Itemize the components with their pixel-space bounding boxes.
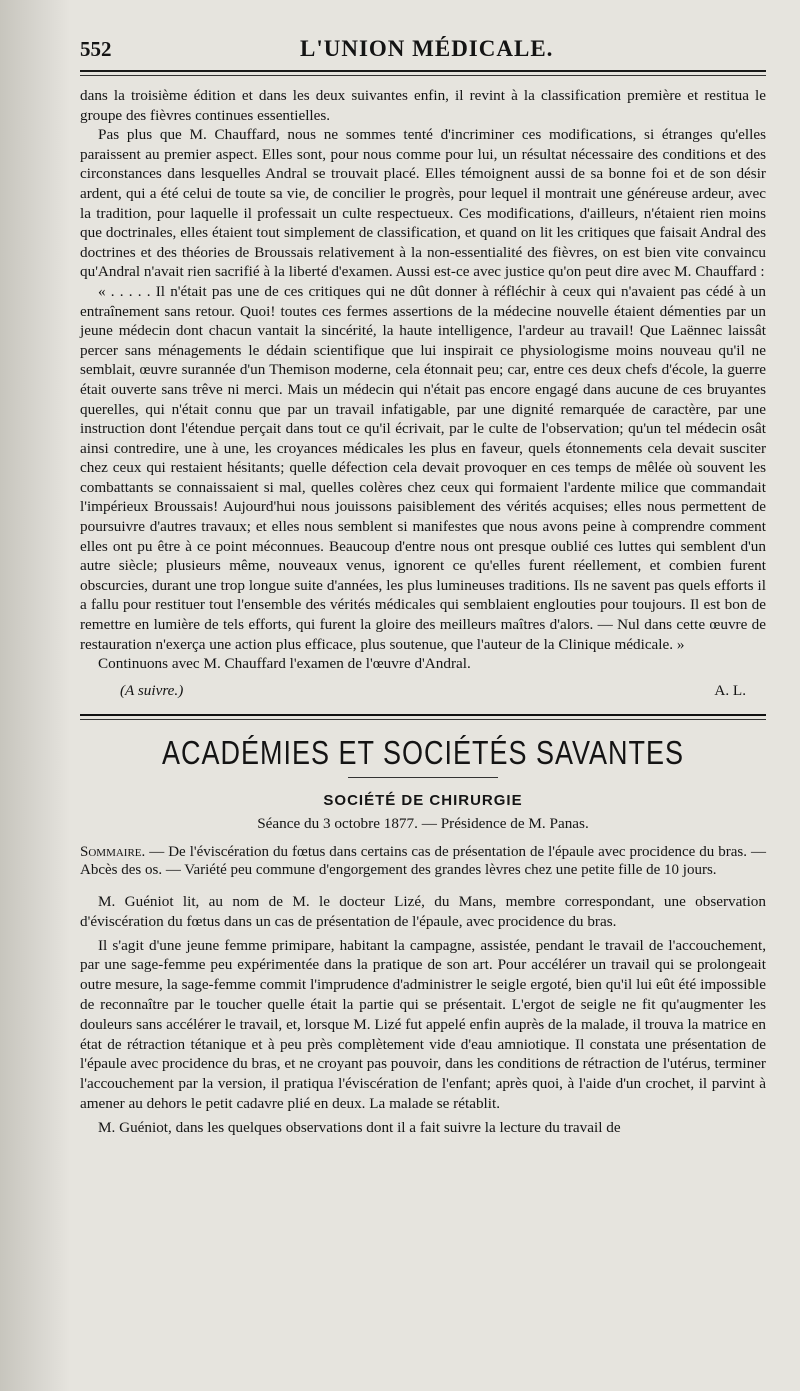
article-footer [120, 682, 746, 700]
running-header [80, 36, 766, 72]
page-edge-shadow [0, 0, 70, 1391]
report-body [80, 892, 766, 1138]
running-title: L'UNION MÉDICALE. [300, 36, 554, 61]
page-number: 552 [80, 37, 112, 61]
section-rule [80, 714, 766, 716]
session-line: Séance du 3 octobre 1877. — Présidence de M. Panas. [257, 814, 589, 832]
article-paragraph: Continuons avec M. Chauffard l'examen de l'œuvre d'Andral. [98, 655, 471, 673]
society-heading: SOCIÉTÉ DE CHIRURGIE [323, 791, 523, 809]
article-paragraph: dans la troisième édition et dans les deux suivantes enfin, il revint à la classification première et restitua le groupe des fièvres continues essentielles. [80, 87, 766, 124]
report-paragraph: M. Guéniot, dans les quelques observations dont il a fait suivre la lecture du travail de [98, 1118, 621, 1136]
section-rule-thin [80, 719, 766, 720]
report-paragraph: Il s'agit d'une jeune femme primipare, habitant la campagne, assistée, pendant le travail de l'accouchement, par une sage-femme peu expérimentée dans la pratique de son art. Pour accélérer un travail qui se prolongeait outre mesure, la sage-femme commit l'imprudence d'administrer le seigle ergoté, bien qu'il lui eût été impossible de reconnaître par le toucher quelle était la partie qui se présentait. L'ergot de seigle ne fit qu'augmenter les douleurs sans accélérer le travail, et, lorsque M. Lizé fut appelé enfin auprès de la malade, il trouva la matrice en état de rétraction tétanique et à peu près complètement vide d'eau amniotique. Il constata une présentation de l'épaule avec procidence du bras, et ne croyant pas pouvoir, dans les conditions de rétraction de l'utérus, terminer l'accouchement par la version, il pratiqua l'éviscération de l'enfant; après quoi, à l'aide d'un crochet, il parvint à amener au dehors le petit cadavre plié en deux. La malade se rétablit. [80, 936, 766, 1112]
summary-label: Sommaire. [80, 843, 146, 860]
to-follow-note: (A suivre.) [120, 681, 184, 699]
author-signature: A. L. [714, 681, 746, 699]
section-title: ACADÉMIES ET SOCIÉTÉS SAVANTES [161, 733, 685, 772]
quotation-paragraph: « . . . . . Il n'était pas une de ces critiques qui ne dût donner à réfléchir à ceux qui n'avaient pas cédé à un entraînement sans retour. Quoi! toutes ces fermes assertions de la médecine nouvelle étaient démenties par un jeune médecin dont chacun vantait la sincérité, la haute intelligence, l'ardeur au travail! Que Laënnec laissât percer sans ménagements le dédain scientifique que lui inspirait ce physiologisme moins nouveau qu'il ne semblait, œuvre surannée d'un Themison moderne, cela étonnait peu; car, entre ces deux chefs d'école, la guerre était ouverte sans trêve ni merci. Mais un médecin qui n'était pas encore engagé dans aucune de ces bruyantes querelles, qui n'était connu que par un travail infatigable, par une dignité remarquée de caractère, par une instruction dont l'étendue perçait dans tout ce qu'il écrivait, par le culte de l'observation; qu'un tel médecin osât ainsi contredire, une à une, les croyances médicales les plus en faveur, quels étonnements cela devait susciter chez ceux qui restaient hésitants; quelle défection cela devait provoquer en ces temps de mêlée où souvent les combattants se connaissaient si mal, quelles colères chez ceux qui formaient l'ardente milice que commandait l'impérieux Broussais! Aujourd'hui nous jouissons paisiblement des vérités acquises; elles nous permettent de poursuivre d'autres travaux; et elles nous semblent si manifestes que nous avons peine à comprendre comment elles ont pu être à ce point méconnues. Beaucoup d'entre nous ont presque oublié ces luttes qui semblent d'un autre siècle; plusieurs même, nouveaux venus, ignorent ce qu'elles furent réellement, et combien furent obscurcies, durant une trop longue suite d'années, les plus lumineuses traditions. Ils ne savent pas quels efforts il a fallu pour restituer tout l'ensemble des vérités médicales qui semblaient englouties pour toujours. Il est bon de remettre en lumière de tels efforts, qui furent la gloire des meilleurs maîtres d'alors. — Nul dans cette œuvre de restauration n'exerça une action plus efficace, plus soutenue, que l'auteur de la Clinique médicale. » [80, 282, 766, 653]
summary-block [80, 843, 766, 880]
header-rule [80, 75, 766, 76]
summary-text: — De l'éviscération du fœtus dans certains cas de présentation de l'épaule avec procidence du bras. — Abcès des os. — Variété peu commune d'engorgement des grandes lèvres chez une petite fille de 10 jours. [80, 843, 766, 879]
article-paragraph: Pas plus que M. Chauffard, nous ne sommes tenté d'incriminer ces modifications, si étranges qu'elles paraissent au premier aspect. Elles sont, pour nous comme pour lui, un résultat nécessaire des conditions et des circonstances dans lesquelles Andral se trouvait placé. Elles témoignent aussi de sa bonne foi et de son désir ardent, qui a été celui de toute sa vie, de concilier le progrès, pour lequel il montrait une généreuse ardeur, avec la tradition, pour laquelle il professait un culte respectueux. Ces modifications, d'ailleurs, n'étaient rien moins que doctrinales, elles étaient tout simplement de classification, et quand on lit les critiques que faisait Andral des doctrines et des théories de Broussais relativement à la non-essentialité des fièvres, on est bien vite convaincu qu'Andral n'avait rien sacrifié à la liberté d'examen. Aussi est-ce avec justice qu'on peut dire avec M. Chauffard : [80, 126, 766, 281]
title-ornament-rule [348, 777, 498, 778]
article-body [80, 86, 766, 674]
report-paragraph: M. Guéniot lit, au nom de M. le docteur Lizé, du Mans, membre correspondant, une observation d'éviscération du fœtus dans un cas de présentation de l'épaule, avec procidence du bras. [80, 893, 766, 930]
